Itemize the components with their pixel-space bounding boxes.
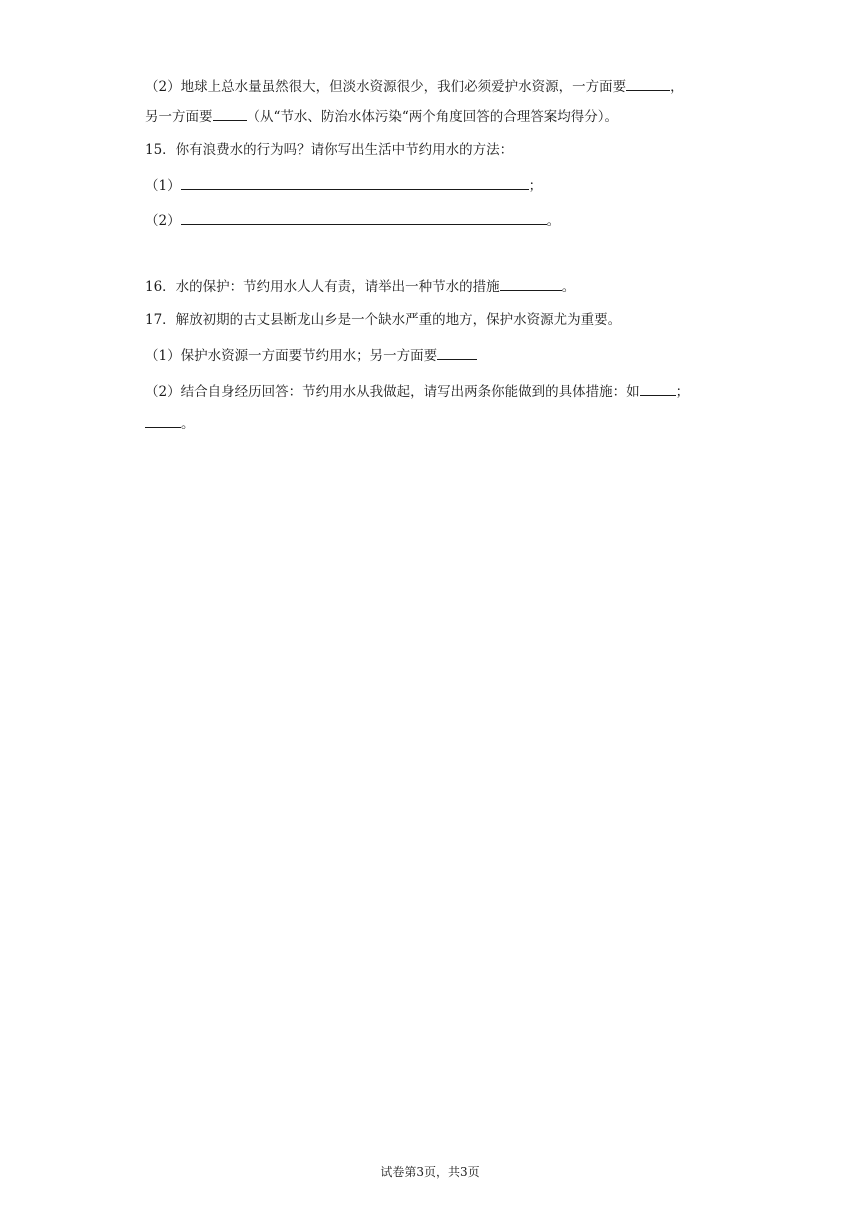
q17-part2-text: （2）结合自身经历回答：节约用水从我做起，请写出两条你能做到的具体措施：如 (145, 384, 640, 400)
q17-part2-blank-1[interactable] (640, 381, 676, 396)
q15-blank-1[interactable] (181, 175, 529, 190)
q14-part2-text: （2）地球上总水量虽然很大，但淡水资源很少，我们必须爱护水资源，一方面要 (145, 79, 627, 95)
q14-part2-note: （从“节水、防治水体污染“两个角度回答的合理答案均得分）。 (246, 109, 619, 125)
q14-part2-comma: ， (670, 79, 684, 95)
q14-part2-line2 (145, 106, 618, 124)
q15-item1-label: （1） (145, 178, 181, 194)
q16-end: 。 (561, 279, 576, 295)
q15-item2-label: （2） (145, 213, 181, 229)
q14-part2-blank-1[interactable] (626, 76, 670, 91)
q17-part1-blank[interactable] (437, 345, 477, 360)
q17-part-1 (145, 345, 477, 363)
q17-part-2-line1 (145, 381, 689, 399)
q17-part-2-line2 (145, 413, 195, 431)
q15-item2-end: 。 (546, 213, 561, 229)
q15-blank-2[interactable] (181, 210, 547, 225)
q17-part2-sep: ； (675, 384, 690, 400)
q15-stem: 15．你有浪费水的行为吗？请你写出生活中节约用水的方法： (145, 142, 514, 158)
page-footer: 试卷第3页，共3页 (380, 1165, 480, 1179)
q14-part2-line2-start: 另一方面要 (145, 109, 213, 125)
q17-stem: 17．解放初期的古丈县断龙山乡是一个缺水严重的地方，保护水资源尤为重要。 (145, 312, 622, 328)
q15-item-1 (145, 175, 542, 193)
q17-part1-text: （1）保护水资源一方面要节约用水；另一方面要 (145, 348, 438, 364)
q14-part2-line1 (145, 76, 684, 94)
q14-part2-blank-2[interactable] (213, 106, 247, 121)
q16-line (145, 276, 575, 294)
q15-item1-end: ； (528, 178, 543, 194)
q16-text: 16．水的保护：节约用水人人有责，请举出一种节水的措施 (145, 279, 500, 295)
q17-part2-blank-2[interactable] (145, 413, 181, 428)
q15-item-2 (145, 210, 560, 228)
q17-part2-end: 。 (181, 416, 195, 432)
q16-blank[interactable] (500, 276, 562, 291)
